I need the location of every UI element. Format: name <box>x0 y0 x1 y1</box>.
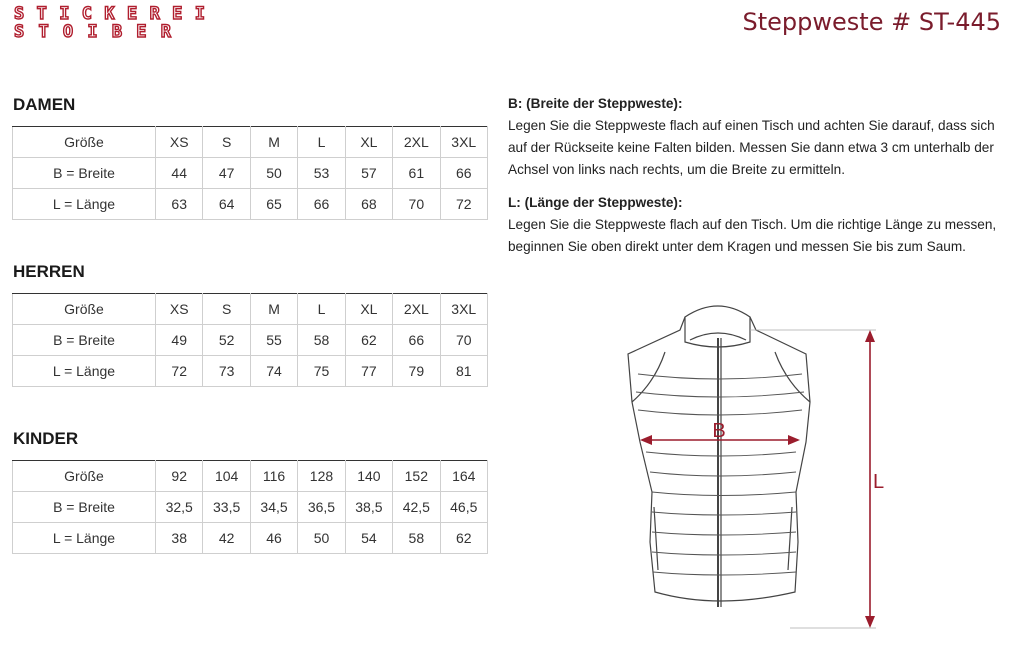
table-cell: 2XL <box>393 294 440 325</box>
table-cell: 62 <box>345 325 392 356</box>
table-row <box>13 189 488 220</box>
table-cell: XS <box>156 127 203 158</box>
table-cell: 38,5 <box>345 492 392 523</box>
table-cell: 46 <box>250 523 297 554</box>
table-cell: 57 <box>345 158 392 189</box>
table-cell: 50 <box>298 523 345 554</box>
table-cell: 140 <box>345 461 392 492</box>
table-cell: XS <box>156 294 203 325</box>
table-row <box>13 523 488 554</box>
table-cell: 58 <box>393 523 440 554</box>
table-cell: L <box>298 294 345 325</box>
table-cell: 72 <box>156 356 203 387</box>
length-instruction-text: Legen Sie die Steppweste flach auf den Tisch. Um die richtige Länge zu messen, beginnen Sie oben direkt unter dem Kragen und messen Sie bis zum Saum. <box>508 217 997 254</box>
vest-diagram <box>610 292 900 632</box>
table-cell: 32,5 <box>156 492 203 523</box>
table-cell: 58 <box>298 325 345 356</box>
table-cell: 38 <box>156 523 203 554</box>
table-cell: 55 <box>250 325 297 356</box>
table-cell: S <box>203 294 250 325</box>
row-label: L = Länge <box>13 523 156 554</box>
table-cell: 3XL <box>440 294 487 325</box>
width-instruction-text: Legen Sie die Steppweste flach auf einen Tisch und achten Sie darauf, dass sich auf der Rückseite keine Falten bilden. Messen Sie dann etwa 3 cm unterhalb der Achsel von links nach rechts, um die Breite zu ermitteln. <box>508 118 995 177</box>
table-cell: 75 <box>298 356 345 387</box>
table-cell: 2XL <box>393 127 440 158</box>
table-cell: 128 <box>298 461 345 492</box>
table-row <box>13 325 488 356</box>
table-cell: 72 <box>440 189 487 220</box>
table-cell: 42,5 <box>393 492 440 523</box>
table-cell: 61 <box>393 158 440 189</box>
length-marker-label: L <box>873 471 885 493</box>
size-table-herren <box>12 293 488 387</box>
row-label: L = Länge <box>13 189 156 220</box>
row-label: L = Länge <box>13 356 156 387</box>
table-cell: 34,5 <box>250 492 297 523</box>
size-table-damen <box>12 126 488 220</box>
table-cell: 52 <box>203 325 250 356</box>
table-row <box>13 127 488 158</box>
table-cell: 33,5 <box>203 492 250 523</box>
brand-logo <box>14 5 214 39</box>
length-measure <box>750 330 884 628</box>
table-cell: 36,5 <box>298 492 345 523</box>
table-cell: 64 <box>203 189 250 220</box>
table-cell: 116 <box>250 461 297 492</box>
table-cell: XL <box>345 127 392 158</box>
table-cell: S <box>203 127 250 158</box>
section-title-damen: DAMEN <box>13 95 76 114</box>
row-label: Größe <box>13 461 156 492</box>
table-cell: 65 <box>250 189 297 220</box>
table-cell: 66 <box>440 158 487 189</box>
measuring-instructions <box>508 93 1003 258</box>
table-cell: 47 <box>203 158 250 189</box>
table-cell: 62 <box>440 523 487 554</box>
section-title-herren: HERREN <box>13 262 85 281</box>
table-cell: 3XL <box>440 127 487 158</box>
table-cell: 70 <box>393 189 440 220</box>
table-cell: 73 <box>203 356 250 387</box>
size-table-kinder <box>12 460 488 554</box>
table-cell: 63 <box>156 189 203 220</box>
brand-logo-line2: STOIBER <box>14 22 174 39</box>
table-cell: 42 <box>203 523 250 554</box>
brand-logo-line1: STICKEREI <box>14 5 208 24</box>
row-label: B = Breite <box>13 158 156 189</box>
row-label: Größe <box>13 127 156 158</box>
table-cell: 104 <box>203 461 250 492</box>
row-label: B = Breite <box>13 325 156 356</box>
table-cell: 70 <box>440 325 487 356</box>
width-measure <box>640 420 800 445</box>
table-cell: 49 <box>156 325 203 356</box>
vest-outline <box>628 306 810 607</box>
table-cell: 79 <box>393 356 440 387</box>
table-cell: M <box>250 127 297 158</box>
table-row <box>13 461 488 492</box>
row-label: Größe <box>13 294 156 325</box>
table-cell: 152 <box>393 461 440 492</box>
table-row <box>13 356 488 387</box>
table-cell: L <box>298 127 345 158</box>
table-row <box>13 294 488 325</box>
table-cell: 54 <box>345 523 392 554</box>
table-cell: 164 <box>440 461 487 492</box>
row-label: B = Breite <box>13 492 156 523</box>
width-marker-label: B <box>712 420 726 442</box>
table-cell: 68 <box>345 189 392 220</box>
section-title-kinder: KINDER <box>13 429 79 448</box>
table-cell: XL <box>345 294 392 325</box>
table-cell: 44 <box>156 158 203 189</box>
table-cell: 92 <box>156 461 203 492</box>
quilting-lines <box>636 374 804 575</box>
table-row <box>13 158 488 189</box>
table-cell: M <box>250 294 297 325</box>
table-cell: 81 <box>440 356 487 387</box>
table-cell: 66 <box>298 189 345 220</box>
table-cell: 77 <box>345 356 392 387</box>
table-cell: 53 <box>298 158 345 189</box>
table-row <box>13 492 488 523</box>
table-cell: 50 <box>250 158 297 189</box>
page-title: Steppweste # ST-445 <box>742 8 1001 36</box>
width-instruction-heading: B: (Breite der Steppweste): <box>508 96 683 111</box>
table-cell: 46,5 <box>440 492 487 523</box>
length-instruction-heading: L: (Länge der Steppweste): <box>508 195 683 210</box>
table-cell: 66 <box>393 325 440 356</box>
table-cell: 74 <box>250 356 297 387</box>
